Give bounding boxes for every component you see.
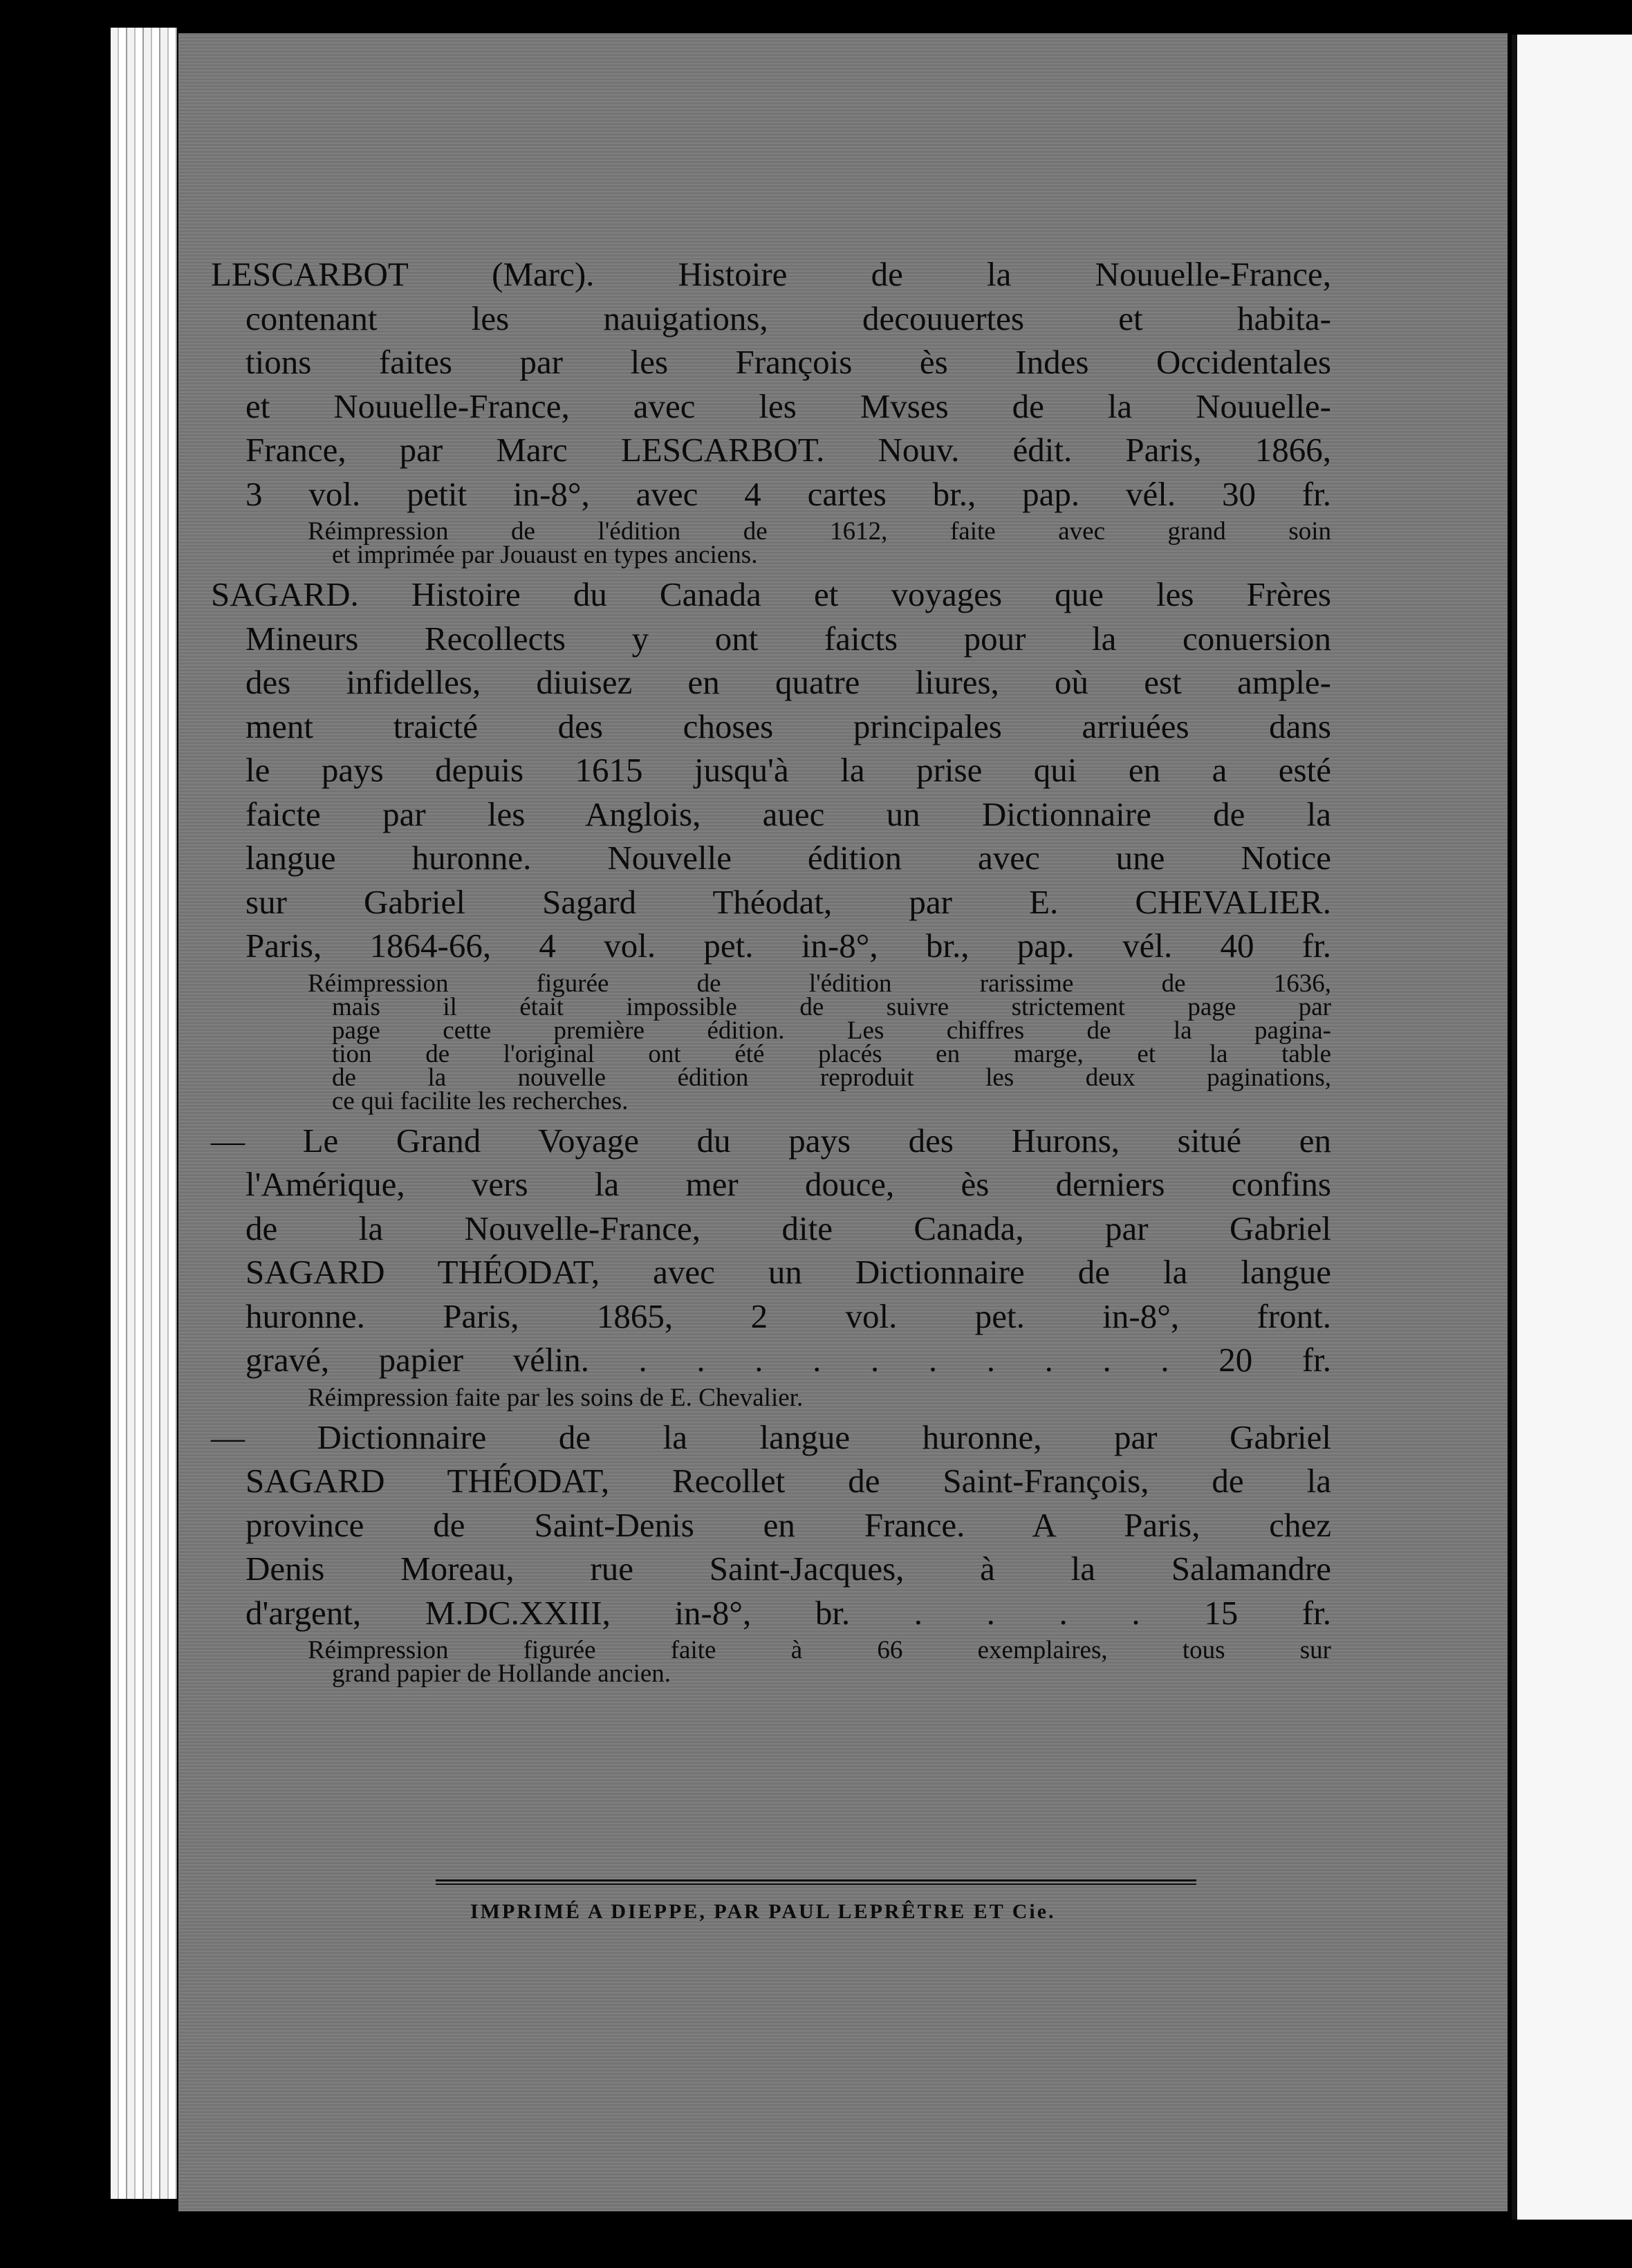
- note-line: grand papier de Hollande ancien.: [332, 1660, 671, 1688]
- entry-line: l'Amérique, vers la mer douce, ès derniers confins: [245, 1165, 1331, 1203]
- entry-line: LESCARBOT (Marc). Histoire de la Nouuelle-France,: [211, 255, 1331, 293]
- entry-note-lescarbot: [211, 517, 1331, 569]
- entry-line: le pays depuis 1615 jusqu'à la prise qui en a esté: [245, 751, 1331, 789]
- catalogue-listing: [211, 252, 1331, 1691]
- printer-imprint: IMPRIMÉ A DIEPPE, PAR PAUL LEPRÊTRE ET Cie.: [470, 1900, 1056, 1923]
- entry-dictionnaire: [211, 1415, 1331, 1635]
- entry-note-sagard-histoire: [211, 969, 1331, 1115]
- entry-line: sur Gabriel Sagard Théodat, par E. CHEVALIER.: [245, 882, 1331, 921]
- entry-line: contenant les nauigations, decouuertes et habita-: [245, 299, 1331, 337]
- entry-line: SAGARD. Histoire du Canada et voyages que les Frères: [211, 575, 1331, 613]
- entry-lescarbot: [211, 252, 1331, 516]
- entry-line: SAGARD THÉODAT, avec un Dictionnaire de la langue: [245, 1253, 1331, 1291]
- note-line: de la nouvelle édition reproduit les deux paginations,: [332, 1063, 1331, 1092]
- note-line: ce qui facilite les recherches.: [332, 1086, 629, 1115]
- note-line: tion de l'original ont été placés en marge, et la table: [332, 1039, 1331, 1068]
- divider-rule: [436, 1879, 1196, 1885]
- entry-note-grand-voyage: [211, 1383, 1331, 1412]
- next-page-edge: [1512, 35, 1632, 2220]
- entry-line: huronne. Paris, 1865, 2 vol. pet. in-8°, front.: [245, 1296, 1331, 1335]
- entry-line: tions faites par les François ès Indes Occidentales: [245, 343, 1331, 381]
- note-line: Réimpression de l'édition de 1612, faite avec grand soin: [308, 517, 1331, 546]
- entry-line: 3 vol. petit in-8°, avec 4 cartes br., pap. vél. 30 fr.: [245, 474, 1331, 513]
- entry-line: Denis Moreau, rue Saint-Jacques, à la Salamandre: [245, 1550, 1331, 1588]
- note-line: Réimpression figurée faite à 66 exemplaires, tous sur: [308, 1636, 1331, 1664]
- entry-line: langue huronne. Nouvelle édition avec une Notice: [245, 839, 1331, 877]
- entry-sagard-histoire: [211, 573, 1331, 968]
- entry-line: et Nouuelle-France, avec les Mvses de la Nouuelle-: [245, 387, 1331, 425]
- note-line: Réimpression figurée de l'édition rarissime de 1636,: [308, 969, 1331, 998]
- entry-line: gravé, papier vélin. . . . . . . . . . . 20 fr.: [245, 1341, 1331, 1379]
- entry-line: Paris, 1864-66, 4 vol. pet. in-8°, br., pap. vél. 40 fr.: [245, 927, 1331, 965]
- page-edges: [111, 28, 177, 2199]
- note-line: page cette première édition. Les chiffres de la pagina-: [332, 1016, 1331, 1045]
- entry-line: — Dictionnaire de la langue huronne, par Gabriel: [211, 1418, 1331, 1456]
- entry-note-dictionnaire: [211, 1636, 1331, 1688]
- note-line: Réimpression faite par les soins de E. Chevalier.: [308, 1383, 804, 1412]
- entry-line: ment traicté des choses principales arriuées dans: [245, 707, 1331, 745]
- entry-line: — Le Grand Voyage du pays des Hurons, situé en: [211, 1121, 1331, 1160]
- entry-line: d'argent, M.DC.XXIII, in-8°, br. . . . . 15 fr.: [245, 1593, 1331, 1632]
- entry-line: des infidelles, diuisez en quatre liures, où est ample-: [245, 663, 1331, 701]
- entry-line: France, par Marc LESCARBOT. Nouv. édit. Paris, 1866,: [245, 431, 1331, 469]
- note-line: et imprimée par Jouaust en types anciens.: [332, 541, 758, 569]
- entry-line: de la Nouvelle-France, dite Canada, par Gabriel: [245, 1209, 1331, 1247]
- note-line: mais il était impossible de suivre strictement page par: [332, 992, 1331, 1021]
- entry-line: Mineurs Recollects y ont faicts pour la conuersion: [245, 619, 1331, 658]
- entry-grand-voyage: [211, 1119, 1331, 1382]
- entry-line: SAGARD THÉODAT, Recollet de Saint-François, de la: [245, 1462, 1331, 1500]
- entry-line: faicte par les Anglois, auec un Dictionnaire de la: [245, 794, 1331, 833]
- entry-line: province de Saint-Denis en France. A Paris, chez: [245, 1505, 1331, 1544]
